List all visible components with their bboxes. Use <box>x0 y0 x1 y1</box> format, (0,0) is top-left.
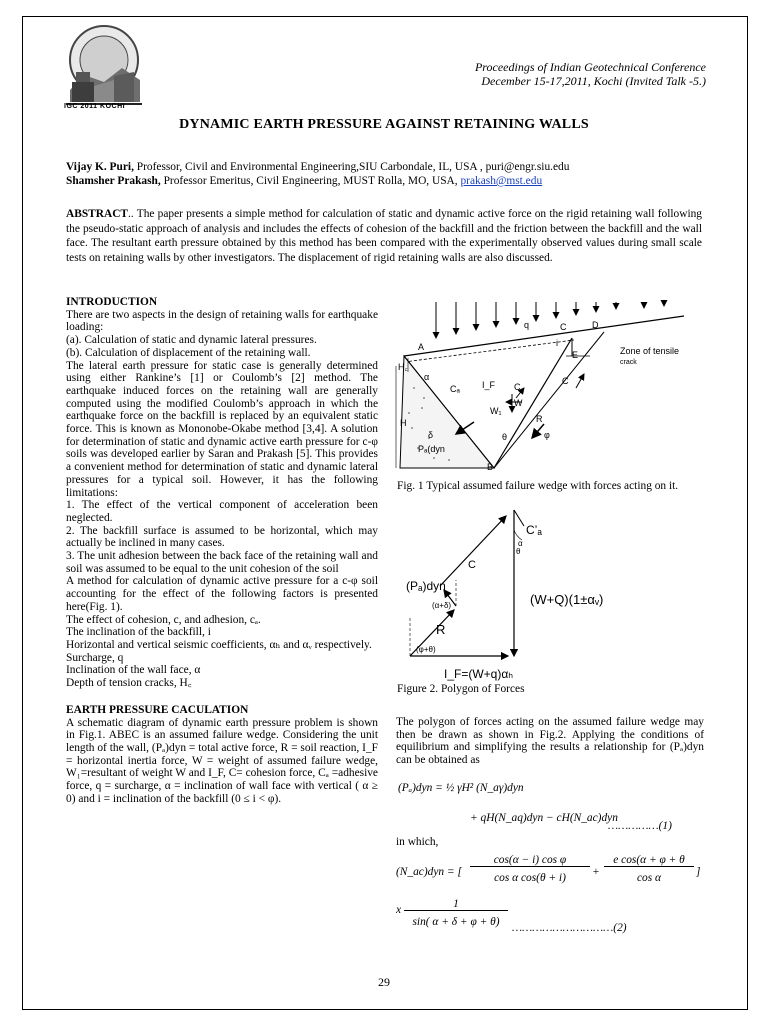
intro-para: (a). Calculation of static and dynamic lateral pressures. <box>66 334 317 347</box>
author-1-name: Vijay K. Puri, <box>66 161 134 173</box>
equation-2-lhs: (N_ac)dyn = [ <box>396 866 462 878</box>
equation-2-plus: + <box>592 866 600 878</box>
left-column <box>66 296 378 805</box>
author-2 <box>66 174 716 188</box>
page-number: 29 <box>378 975 390 989</box>
fig1-label-q: q <box>524 320 530 330</box>
fig2-label-theta: θ <box>516 547 521 556</box>
equation-2-x: x <box>396 904 402 916</box>
figure-2-caption: Figure 2. Polygon of Forces <box>397 683 525 695</box>
fig1-label-w: W <box>514 398 523 408</box>
intro-para: Inclination of the wall face, α <box>66 664 201 677</box>
author-block <box>66 160 716 188</box>
fig2-label-alpha: α <box>518 539 523 548</box>
fig1-label-c-mid: C <box>514 382 521 392</box>
abstract <box>66 207 702 265</box>
equation-2-frac2-num: e cos(α + φ + θ <box>604 854 694 867</box>
fig1-label-hc: H꜀ <box>398 362 408 372</box>
equation-2-frac1-num: cos(α − i) cos φ <box>470 854 590 867</box>
equation-2-frac2-den: cos α <box>636 872 661 884</box>
fig2-label-alpha-delta: (α+δ) <box>432 601 452 610</box>
fig1-label-zone: Zone of tensile <box>620 346 680 356</box>
intro-para: Surcharge, q <box>66 651 124 664</box>
fig1-label-w1: W₁ <box>490 406 502 416</box>
author-1 <box>66 160 716 174</box>
proceedings-line1: Proceedings of Indian Geotechnical Conference <box>474 60 706 74</box>
intro-para: There are two aspects in the design of retaining walls for earthquake loading: <box>66 308 378 334</box>
fig1-label-a: A <box>418 342 425 352</box>
fig2-label-ca: C’ₐ <box>526 523 542 537</box>
proceedings-line2: December 15-17,2011, Kochi (Invited Talk -5.) <box>481 74 706 88</box>
fig2-label-phi-theta: (φ+θ) <box>416 645 436 654</box>
surcharge-arrows <box>436 302 664 338</box>
fig2-label-r: R <box>436 622 446 637</box>
fig2-label-wq: (W+Q)(1±αᵥ) <box>530 592 604 607</box>
fig1-label-c: C <box>562 376 569 386</box>
fig1-label-r: R <box>536 414 543 424</box>
intro-para: 3. The unit adhesion between the back face of the retaining wall and soil was assumed to be equal to the unit cohesion of the soil <box>66 550 378 575</box>
author-1-affiliation: Professor, Civil and Environmental Engineering,SIU Carbondale, IL, USA , puri@engr.siu.edu <box>133 161 570 173</box>
intro-para: 2. The backfill surface is assumed to be horizontal, which may actually be inclined in many cases. <box>66 524 378 550</box>
equation-1-line-1: (Pₐ)dyn = ½ γH² (N_aγ)dyn <box>398 782 524 794</box>
author-2-affiliation: Professor Emeritus, Civil Engineering, MUST Rolla, MO, USA, <box>160 175 461 187</box>
figure-2-force-polygon <box>396 506 646 682</box>
intro-para: Depth of tension cracks, H꜀ <box>66 677 192 690</box>
equation-2-number: …………………………(2) <box>512 922 627 934</box>
intro-heading: INTRODUCTION <box>66 296 158 308</box>
polygon-paragraph: The polygon of forces acting on the assumed failure wedge may then be drawn as shown in Fig.2. Applying the conditions of equilibrium and simplifying the results a relationship for (Pₐ)dyn can be obtained as <box>396 716 704 767</box>
equation-2-close: ] <box>696 866 701 878</box>
logo-caption: IGC 2011 KOCHI <box>64 103 126 110</box>
fig1-label-ca: Cₐ <box>450 384 460 394</box>
paper-title: DYNAMIC EARTH PRESSURE AGAINST RETAINING WALLS <box>179 117 589 132</box>
intro-para: A method for calculation of dynamic active pressure for a c-φ soil accounting for the effect of the following factors is presented here(Fig. 1). <box>66 575 378 613</box>
ep-heading: EARTH PRESSURE CACULATION <box>66 703 249 716</box>
intro-para: The inclination of the backfill, i <box>66 626 211 639</box>
intro-para: Horizontal and vertical seismic coefficients, αₕ and αᵥ respectively. <box>66 638 372 651</box>
intro-para: The lateral earth pressure for static case is generally determined using either Rankine’s [1] or Coulomb’s [2] method. The earthquake induced forces on the retaining wall are generally computed using the modified Coulomb’s approach in which the earthquake force on the backfill is replaced by an equivalent static force. This is known as Mononobe-Okabe method [3,4]. A solution for determination of static and dynamic active earth pressure for c-φ soils was developed earlier by Saran and Prakash [5]. This provides a convenient method for determination of static and dynamic lateral pressures for a typical soil. However, it has the following limitations: <box>66 359 378 499</box>
ep-paragraph: A schematic diagram of dynamic earth pressure problem is shown in Fig.1. ABEC is an assumed failure wedge. Considering the unit length of the wall, (Pₐ)dyn = total active force, R = soil reaction, I_F = horizontal inertia force, W = weight of assumed failure wedge, W₁=resultant of weight W and I_F, C= cohesion force, Cₐ =adhesive force, q = surcharge, α = inclination of wall face with vertical ( α ≥ 0) and i = inclination of the backfill (0 ≤ i < φ). <box>66 716 378 805</box>
fig1-label-phi: φ <box>544 430 550 440</box>
proceedings-header <box>366 60 706 88</box>
figure-1-failure-wedge <box>394 298 706 474</box>
equation-1-line-2: + qH(N_aq)dyn − cH(N_ac)dyn <box>470 812 618 824</box>
fig1-label-d: D <box>592 320 599 330</box>
equation-2-frac3-num: 1 <box>404 898 508 911</box>
fig2-label-pa: (Pₐ)dyn <box>406 579 446 593</box>
author-2-email-link[interactable]: prakash@mst.edu <box>460 175 543 187</box>
fig1-label-pa: Pₐ(dyn <box>418 444 445 454</box>
equation-1-number: ……………(1) <box>608 820 672 832</box>
intro-para: (b). Calculation of displacement of the retaining wall. <box>66 346 311 359</box>
equation-2-frac3-den: sin( α + δ + φ + θ) <box>412 916 500 928</box>
abstract-text: .. The paper presents a simple method for calculation of static and dynamic active force on the rigid retaining wall following the pseudo-static approach of analysis and includes the effects of cohesion of the backfill and the friction between the backfill and the wall face. The resultant earth pressure obtained by this method has been compared with the experimentally observed values during small scale tests on retaining walls by other investigators. The displacement of rigid retaining walls are also discussed. <box>66 208 702 264</box>
fig2-label-if: I_F=(W+q)αₕ <box>444 667 514 681</box>
author-2-name: Shamsher Prakash, <box>66 175 161 187</box>
fig1-label-i: i <box>556 338 558 348</box>
fig1-label-theta: θ <box>502 432 508 442</box>
fig1-label-crack: crack <box>620 359 637 366</box>
in-which-text: in which, <box>396 836 439 848</box>
fig1-label-if: I_F <box>482 380 496 390</box>
intro-para: 1. The effect of the vertical component of acceleration been neglected. <box>66 499 378 524</box>
equation-2-frac1-den: cos α cos(θ + i) <box>494 872 566 884</box>
fig1-label-b: B <box>487 462 494 472</box>
fig1-label-c-top: C <box>560 322 567 332</box>
intro-para: The effect of cohesion, c, and adhesion, cₐ. <box>66 613 261 626</box>
igs-logo-icon <box>64 20 144 116</box>
figure-1-caption: Fig. 1 Typical assumed failure wedge with forces acting on it. <box>397 480 679 492</box>
fig2-label-c: C <box>468 559 476 571</box>
fig1-label-delta: δ <box>428 430 434 440</box>
fig1-label-e: E <box>572 350 579 360</box>
fig1-label-h: H <box>400 418 407 428</box>
fig1-label-alpha: α <box>424 372 430 382</box>
abstract-label: ABSTRACT <box>66 208 129 220</box>
